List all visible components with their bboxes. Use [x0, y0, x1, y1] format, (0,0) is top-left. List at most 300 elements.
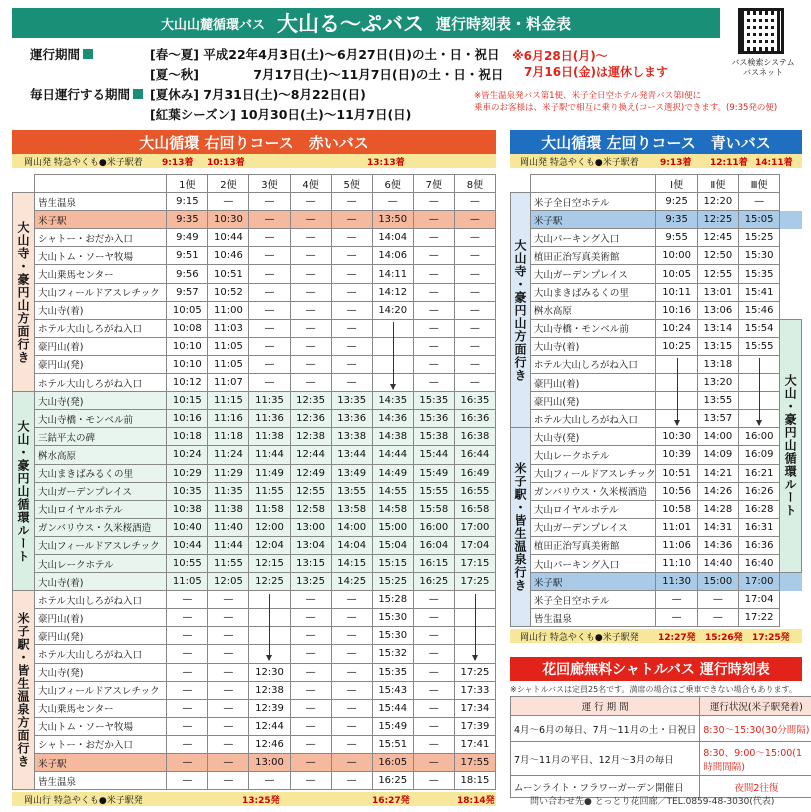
departure-time: — — [249, 247, 290, 265]
departure-time: — — [656, 609, 697, 627]
departure-time: — — [290, 374, 331, 392]
qr-code-icon[interactable] — [738, 8, 784, 54]
departure-time: 11:05 — [208, 355, 249, 373]
table-row — [511, 229, 802, 247]
departure-time: 16:25 — [413, 573, 454, 591]
pass-through-arrow-icon — [759, 358, 760, 424]
departure-time: — — [208, 663, 249, 681]
table-row — [511, 573, 802, 591]
departure-time: 10:30 — [656, 428, 697, 446]
departure-time: 10:12 — [167, 374, 208, 392]
table-row — [511, 446, 802, 464]
departure-time: 16:00 — [738, 428, 779, 446]
departure-time: 10:05 — [167, 301, 208, 319]
departure-time: 15:00 — [697, 573, 738, 591]
stop-name: 大山寺(発) — [530, 428, 656, 446]
departure-time: — — [290, 319, 331, 337]
table-row — [13, 337, 496, 355]
departure-time: — — [249, 772, 290, 790]
table-row — [511, 500, 802, 518]
stop-name: 植田正治写真美術館 — [530, 536, 656, 554]
departure-time: 16:00 — [413, 518, 454, 536]
departure-time: 17:39 — [454, 717, 495, 735]
stop-name: 大山フィールドアスレチック — [35, 283, 167, 301]
stop-name: シャトー・おだか入口 — [35, 735, 167, 753]
departure-time: — — [290, 265, 331, 283]
departure-time: — — [290, 772, 331, 790]
departure-time: 12:20 — [697, 193, 738, 211]
departure-time: — — [656, 591, 697, 609]
table-row — [511, 428, 802, 446]
departure-time: 12:44 — [290, 446, 331, 464]
table-row — [511, 609, 802, 627]
departure-time: — — [290, 355, 331, 373]
departure-time: 11:15 — [208, 392, 249, 410]
departure-time: — — [290, 699, 331, 717]
departure-time: 15:30 — [738, 247, 779, 265]
departure-time: — — [413, 609, 454, 627]
departure-time: 15:58 — [413, 500, 454, 518]
departure-time: — — [454, 319, 495, 337]
table-row — [13, 428, 496, 446]
blue-section-label: 大山寺・豪円山方面行き — [511, 193, 531, 428]
departure-time: 15:35 — [372, 663, 413, 681]
table-row — [13, 754, 496, 772]
departure-time: — — [208, 699, 249, 717]
departure-time: 14:58 — [372, 500, 413, 518]
departure-time: 14:44 — [372, 446, 413, 464]
departure-time: — — [208, 591, 249, 609]
departure-time: 12:55 — [290, 482, 331, 500]
departure-time: 17:22 — [738, 609, 779, 627]
table-row — [13, 392, 496, 410]
departure-time: 15:04 — [372, 536, 413, 554]
red-section-label: 大山・豪円山循環ルート — [13, 392, 35, 591]
departure-time: 15:41 — [738, 283, 779, 301]
departure-time: — — [290, 609, 331, 627]
departure-time: 15:49 — [372, 717, 413, 735]
departure-time: 13:04 — [290, 536, 331, 554]
stop-name: ホテル大山しろがね入口 — [530, 355, 656, 373]
stop-name: 米子駅 — [35, 754, 167, 772]
departure-time: 15:05 — [738, 211, 779, 229]
stop-name: ホテル大山しろがね入口 — [35, 319, 167, 337]
departure-time: 11:49 — [249, 464, 290, 482]
departure-time: 10:29 — [167, 464, 208, 482]
departure-time: 11:24 — [208, 446, 249, 464]
departure-time: 18:15 — [454, 772, 495, 790]
stop-name: 大山フィールドアスレチック — [35, 536, 167, 554]
table-row — [13, 735, 496, 753]
departure-time: 10:55 — [167, 554, 208, 572]
table-row — [13, 663, 496, 681]
red-top-connection: 岡山発 特急やくも●米子駅着 9:13着 10:13着 13:13着 — [12, 154, 496, 168]
departure-time: — — [331, 229, 372, 247]
departure-time: — — [331, 609, 372, 627]
stop-name: 米子駅 — [530, 211, 656, 229]
departure-time: 16:55 — [454, 482, 495, 500]
stop-name: 豪円山(発) — [35, 627, 167, 645]
departure-time: 10:08 — [167, 319, 208, 337]
stop-name: ホテル大山しろがね入口 — [35, 645, 167, 663]
departure-time: — — [331, 772, 372, 790]
departure-time: 15:55 — [413, 482, 454, 500]
departure-time: 15:44 — [372, 699, 413, 717]
departure-time: 9:56 — [167, 265, 208, 283]
departure-time: 11:05 — [208, 337, 249, 355]
blue-col-header: Ⅱ便 — [697, 175, 738, 193]
departure-time: 11:38 — [249, 428, 290, 446]
departure-time: 14:28 — [697, 500, 738, 518]
departure-time: 14:00 — [697, 428, 738, 446]
departure-time: 17:33 — [454, 681, 495, 699]
red-section-label: 大山寺・豪円山方面行き — [13, 193, 35, 392]
departure-time: 14:38 — [372, 428, 413, 446]
departure-time: 17:04 — [738, 591, 779, 609]
departure-time: — — [249, 229, 290, 247]
departure-time: 10:24 — [656, 319, 697, 337]
table-row — [511, 392, 802, 410]
departure-time: — — [413, 663, 454, 681]
stop-name: 豪円山(発) — [35, 355, 167, 373]
stop-name: 豪円山(着) — [530, 374, 656, 392]
stop-name: 豪円山(発) — [530, 392, 656, 410]
departure-time: — — [249, 193, 290, 211]
period-spring: [春〜夏] 平成22年4月3日(土)〜6月27日(日)の土・日・祝日 — [150, 47, 500, 62]
departure-time: 17:00 — [738, 573, 779, 591]
departure-time: — — [413, 591, 454, 609]
departure-time: — — [413, 211, 454, 229]
table-row — [13, 265, 496, 283]
departure-time: 12:45 — [697, 229, 738, 247]
departure-time: — — [249, 319, 290, 337]
title-suffix: 運行時刻表・料金表 — [436, 14, 572, 33]
table-row — [511, 283, 802, 301]
table-row — [13, 229, 496, 247]
shuttle-table — [510, 696, 811, 798]
departure-time: — — [167, 591, 208, 609]
departure-time: — — [454, 193, 495, 211]
departure-time: — — [413, 772, 454, 790]
departure-time: 10:44 — [208, 229, 249, 247]
table-row — [511, 211, 802, 229]
departure-time: — — [331, 663, 372, 681]
departure-time: 11:35 — [249, 392, 290, 410]
departure-time: — — [208, 645, 249, 663]
departure-time: 15:25 — [738, 229, 779, 247]
departure-time: 16:49 — [454, 464, 495, 482]
departure-time: 14:00 — [331, 518, 372, 536]
departure-time: — — [413, 193, 454, 211]
departure-time: — — [413, 283, 454, 301]
departure-time: 13:55 — [697, 392, 738, 410]
departure-time: 11:06 — [656, 536, 697, 554]
departure-time: 14:21 — [697, 464, 738, 482]
departure-time: 17:00 — [454, 518, 495, 536]
departure-time: 16:38 — [454, 428, 495, 446]
departure-time: 14:35 — [372, 392, 413, 410]
departure-time: — — [331, 627, 372, 645]
departure-time: 14:04 — [372, 229, 413, 247]
table-row — [13, 591, 496, 609]
departure-time: — — [413, 627, 454, 645]
departure-time: 10:52 — [208, 283, 249, 301]
departure-time: 14:36 — [697, 536, 738, 554]
red-section-label: 米子駅・皆生温泉方面行き — [13, 591, 35, 790]
red-col-header: 8便 — [454, 175, 495, 193]
departure-time: 14:20 — [372, 301, 413, 319]
stop-name: 大山寺橋・モンベル前 — [35, 410, 167, 428]
departure-time: — — [290, 645, 331, 663]
blue-section-label: 米子駅・皆生温泉行き — [511, 428, 531, 627]
table-row — [511, 554, 802, 572]
stop-name: 米子全日空ホテル — [530, 193, 656, 211]
qr-caption: バス検索システム バスネット — [731, 58, 795, 77]
departure-time: 15:36 — [413, 410, 454, 428]
departure-time: 10:30 — [208, 211, 249, 229]
departure-time: 13:36 — [331, 410, 372, 428]
departure-time: — — [290, 211, 331, 229]
departure-time: 17:55 — [454, 754, 495, 772]
period-label-1: 運行期間 — [30, 45, 96, 63]
departure-time: 12:50 — [697, 247, 738, 265]
departure-time: 9:51 — [167, 247, 208, 265]
departure-time: 16:44 — [454, 446, 495, 464]
departure-time: 14:40 — [697, 554, 738, 572]
stop-name: 大山まきばみるくの里 — [530, 283, 656, 301]
stop-name: 大山寺(発) — [35, 663, 167, 681]
table-row — [511, 301, 802, 319]
departure-time: 16:36 — [454, 410, 495, 428]
departure-time: 13:06 — [697, 301, 738, 319]
departure-time: 16:35 — [454, 392, 495, 410]
departure-time: 15:35 — [413, 392, 454, 410]
departure-time: 16:05 — [372, 754, 413, 772]
departure-time: 14:12 — [372, 283, 413, 301]
stop-name: 大山乗馬センター — [35, 265, 167, 283]
pass-through-arrow-icon — [677, 358, 678, 424]
stop-name: 大山パーキング入口 — [530, 229, 656, 247]
table-row — [13, 699, 496, 717]
stop-name: 大山ガーデンプレイス — [35, 482, 167, 500]
stop-name: 豪円山(着) — [35, 337, 167, 355]
departure-time: — — [454, 211, 495, 229]
departure-time: 13:38 — [331, 428, 372, 446]
departure-time: — — [331, 591, 372, 609]
shuttle-row: ムーンライト・フラワーガーデン開催日 夜間2往復 — [511, 776, 811, 798]
departure-time: 17:41 — [454, 735, 495, 753]
departure-time: — — [249, 374, 290, 392]
stop-name: 桝水高原 — [530, 301, 656, 319]
departure-time: — — [331, 374, 372, 392]
departure-time: 16:36 — [738, 536, 779, 554]
departure-time: 10:25 — [656, 337, 697, 355]
departure-time: — — [249, 211, 290, 229]
departure-time: — — [413, 735, 454, 753]
red-col-header: 7便 — [413, 175, 454, 193]
stop-name: ガンバリウス・久米桜酒造 — [35, 518, 167, 536]
departure-time: 14:31 — [697, 518, 738, 536]
departure-time: 14:11 — [372, 265, 413, 283]
departure-time: 12:58 — [290, 500, 331, 518]
departure-time: 10:16 — [656, 301, 697, 319]
departure-time: — — [413, 681, 454, 699]
blue-loop-label: 大山・豪円山循環ルート — [780, 319, 802, 572]
departure-time: 13:25 — [290, 573, 331, 591]
departure-time: — — [167, 609, 208, 627]
stop-name: 植田正治写真美術館 — [530, 247, 656, 265]
departure-time: 11:18 — [208, 428, 249, 446]
table-row — [511, 319, 802, 337]
departure-time: — — [372, 193, 413, 211]
departure-time: — — [454, 301, 495, 319]
departure-time: 10:10 — [167, 355, 208, 373]
departure-time: 12:38 — [290, 428, 331, 446]
table-row — [13, 573, 496, 591]
table-row — [13, 536, 496, 554]
departure-time: 9:55 — [656, 229, 697, 247]
departure-time: 10:51 — [656, 464, 697, 482]
departure-time: 15:51 — [372, 735, 413, 753]
shuttle-row: 4月〜6月の毎日、7月〜11月の土・日祝日 8:30〜15:30(30分間隔) — [511, 716, 811, 742]
departure-time: — — [290, 229, 331, 247]
departure-time: 13:00 — [249, 754, 290, 772]
title-prefix: 大山山麓循環バス — [160, 17, 265, 33]
departure-time: — — [208, 717, 249, 735]
stop-name: ホテル大山しろがね入口 — [35, 591, 167, 609]
departure-time: — — [331, 265, 372, 283]
departure-time: 11:01 — [656, 518, 697, 536]
departure-time: — — [454, 374, 495, 392]
departure-time: 16:26 — [738, 482, 779, 500]
departure-time: — — [413, 319, 454, 337]
departure-time: — — [413, 301, 454, 319]
departure-time: 13:35 — [331, 392, 372, 410]
period-autumn: [夏〜秋] 7月17日(土)〜11月7日(日)の土・日・祝日 — [150, 67, 504, 82]
departure-time: — — [167, 627, 208, 645]
departure-time: 15:15 — [372, 554, 413, 572]
departure-time: 16:58 — [454, 500, 495, 518]
departure-time: 9:35 — [167, 211, 208, 229]
table-row — [511, 536, 802, 554]
departure-time: — — [167, 772, 208, 790]
stop-name: 大山レークホテル — [35, 554, 167, 572]
departure-time: 14:09 — [697, 446, 738, 464]
table-row — [13, 410, 496, 428]
stop-name: 豪円山(着) — [35, 609, 167, 627]
departure-time: 17:15 — [454, 554, 495, 572]
departure-time: 15:55 — [738, 337, 779, 355]
departure-time: 11:55 — [249, 482, 290, 500]
red-header-row — [13, 175, 496, 193]
departure-time: 10:46 — [208, 247, 249, 265]
departure-time: — — [290, 717, 331, 735]
red-timetable — [12, 174, 496, 790]
stop-name: 大山パーキング入口 — [530, 554, 656, 572]
departure-time: 13:18 — [697, 355, 738, 373]
departure-time: 16:31 — [738, 518, 779, 536]
table-row — [13, 609, 496, 627]
departure-time: 13:55 — [331, 482, 372, 500]
departure-time: 17:34 — [454, 699, 495, 717]
stop-name: 皆生温泉 — [35, 193, 167, 211]
departure-time: 16:28 — [738, 500, 779, 518]
departure-time: 17:25 — [454, 573, 495, 591]
red-col-header: 6便 — [372, 175, 413, 193]
stop-name: 大山乗馬センター — [35, 699, 167, 717]
stop-name: 大山寺(着) — [35, 301, 167, 319]
departure-time: 17:25 — [454, 663, 495, 681]
departure-time: — — [331, 681, 372, 699]
table-row — [511, 193, 802, 211]
departure-time: 15:54 — [738, 319, 779, 337]
departure-time: — — [208, 609, 249, 627]
departure-time: — — [697, 609, 738, 627]
departure-time: 12:04 — [249, 536, 290, 554]
departure-time: — — [249, 283, 290, 301]
departure-time: 13:50 — [372, 211, 413, 229]
departure-time: — — [413, 355, 454, 373]
table-row — [13, 319, 496, 337]
period-koyo: [紅葉シーズン] 10月30日(土)〜11月7日(日) — [150, 107, 412, 122]
departure-time: — — [290, 754, 331, 772]
departure-time: 15:35 — [738, 265, 779, 283]
departure-time: 14:36 — [372, 410, 413, 428]
departure-time: — — [413, 754, 454, 772]
departure-time: — — [454, 337, 495, 355]
stop-name: 皆生温泉 — [530, 609, 656, 627]
departure-time: 12:00 — [249, 518, 290, 536]
departure-time: 10:40 — [167, 518, 208, 536]
stop-name: 大山まきばみるくの里 — [35, 464, 167, 482]
departure-time: 10:05 — [656, 265, 697, 283]
departure-time: — — [208, 193, 249, 211]
stop-name: 大山フィールドアスレチック — [35, 681, 167, 699]
departure-time: 11:38 — [208, 500, 249, 518]
departure-time: — — [290, 735, 331, 753]
departure-time: 14:04 — [331, 536, 372, 554]
stop-name: 大山ロイヤルホテル — [35, 500, 167, 518]
departure-time: 16:40 — [738, 554, 779, 572]
table-row — [511, 355, 802, 373]
stop-name: シャトー・おだか入口 — [35, 229, 167, 247]
red-bottom-connection: 岡山行 特急やくも●米子駅発 13:25発 16:27発 18:14発 — [12, 792, 496, 806]
departure-time: 11:35 — [208, 482, 249, 500]
departure-time: 15:28 — [372, 591, 413, 609]
departure-time: — — [413, 247, 454, 265]
departure-time: 10:11 — [656, 283, 697, 301]
table-row — [13, 681, 496, 699]
departure-time: 11:36 — [249, 410, 290, 428]
departure-time: 10:56 — [656, 482, 697, 500]
departure-time: 9:57 — [167, 283, 208, 301]
departure-time: 12:05 — [208, 573, 249, 591]
departure-time: 9:25 — [656, 193, 697, 211]
departure-time: 15:00 — [372, 518, 413, 536]
table-row — [511, 247, 802, 265]
departure-time: 14:49 — [372, 464, 413, 482]
departure-time: 10:58 — [656, 500, 697, 518]
departure-time: — — [290, 247, 331, 265]
departure-time: 12:15 — [249, 554, 290, 572]
table-row — [13, 211, 496, 229]
departure-time: — — [208, 772, 249, 790]
departure-time: — — [331, 355, 372, 373]
departure-time: 11:07 — [208, 374, 249, 392]
departure-time: 15:38 — [413, 428, 454, 446]
departure-time: — — [697, 591, 738, 609]
departure-time: — — [413, 717, 454, 735]
